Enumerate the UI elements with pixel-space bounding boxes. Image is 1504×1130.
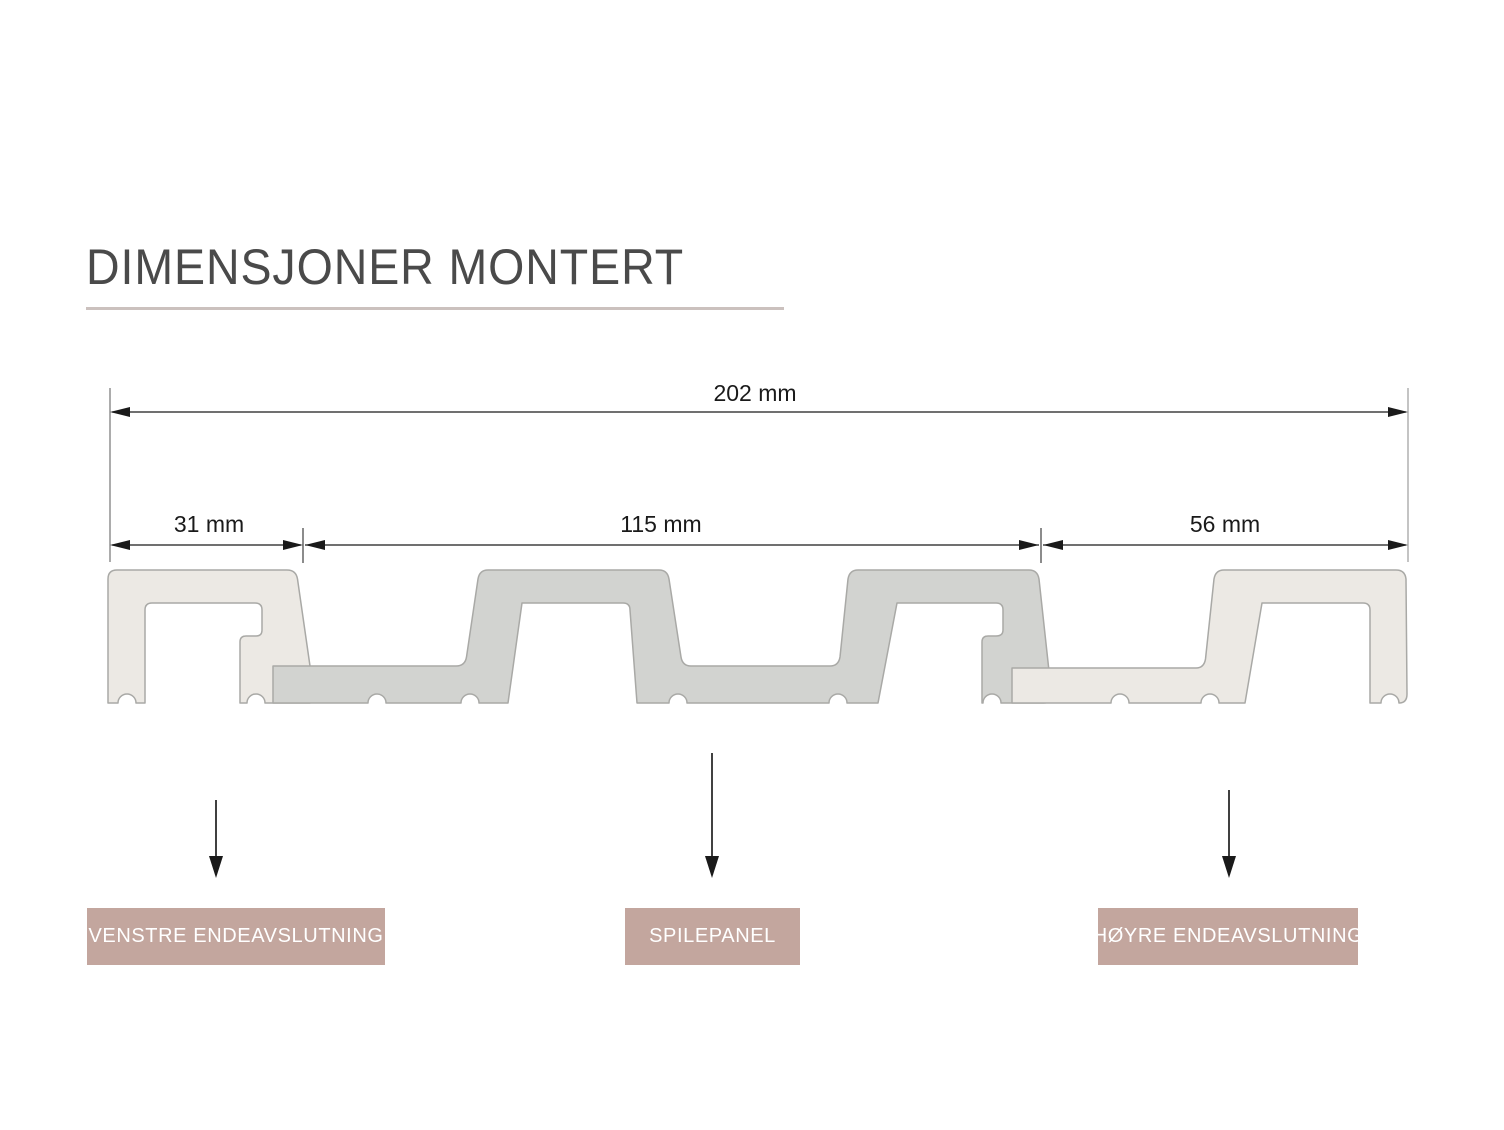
arrowhead-right-icon (283, 540, 303, 550)
pointer-arrow-middle (705, 753, 719, 878)
spilepanel-profile (273, 570, 1052, 703)
label-spilepanel (625, 908, 800, 965)
label-venstre-text: VENSTRE ENDEAVSLUTNING (88, 925, 384, 947)
arrowhead-right-icon (1388, 407, 1408, 417)
arrowhead-right-icon (1388, 540, 1408, 550)
label-spilepanel-text: SPILEPANEL (649, 925, 776, 947)
pointer-arrows (209, 753, 1236, 878)
dimension-left-label: 31 mm (173, 511, 245, 537)
arrowhead-right-icon (1019, 540, 1039, 550)
label-venstre-endeavslutning (87, 908, 385, 965)
dimension-left-end (110, 511, 303, 550)
dimension-total (110, 380, 1408, 417)
pointer-arrow-left (209, 800, 223, 878)
right-end-profile (1012, 570, 1407, 703)
dimension-right-end (1043, 511, 1408, 550)
arrow-down-icon (705, 856, 719, 878)
arrowhead-left-icon (110, 407, 130, 417)
dimension-panel-label: 115 mm (620, 511, 702, 537)
dimension-lines (110, 380, 1408, 563)
arrow-down-icon (209, 856, 223, 878)
label-hoyre-text: HØYRE ENDEAVSLUTNING (1092, 925, 1364, 947)
arrowhead-left-icon (1043, 540, 1063, 550)
pointer-arrow-right (1222, 790, 1236, 878)
profile-drawing (108, 570, 1407, 703)
arrow-down-icon (1222, 856, 1236, 878)
dimension-total-label: 202 mm (713, 380, 797, 406)
page-title: DIMENSJONER MONTERT (86, 239, 685, 295)
dimension-panel (305, 511, 1039, 550)
arrowhead-left-icon (110, 540, 130, 550)
label-hoyre-endeavslutning (1092, 908, 1364, 965)
dimension-right-label: 56 mm (1189, 511, 1261, 537)
arrowhead-left-icon (305, 540, 325, 550)
